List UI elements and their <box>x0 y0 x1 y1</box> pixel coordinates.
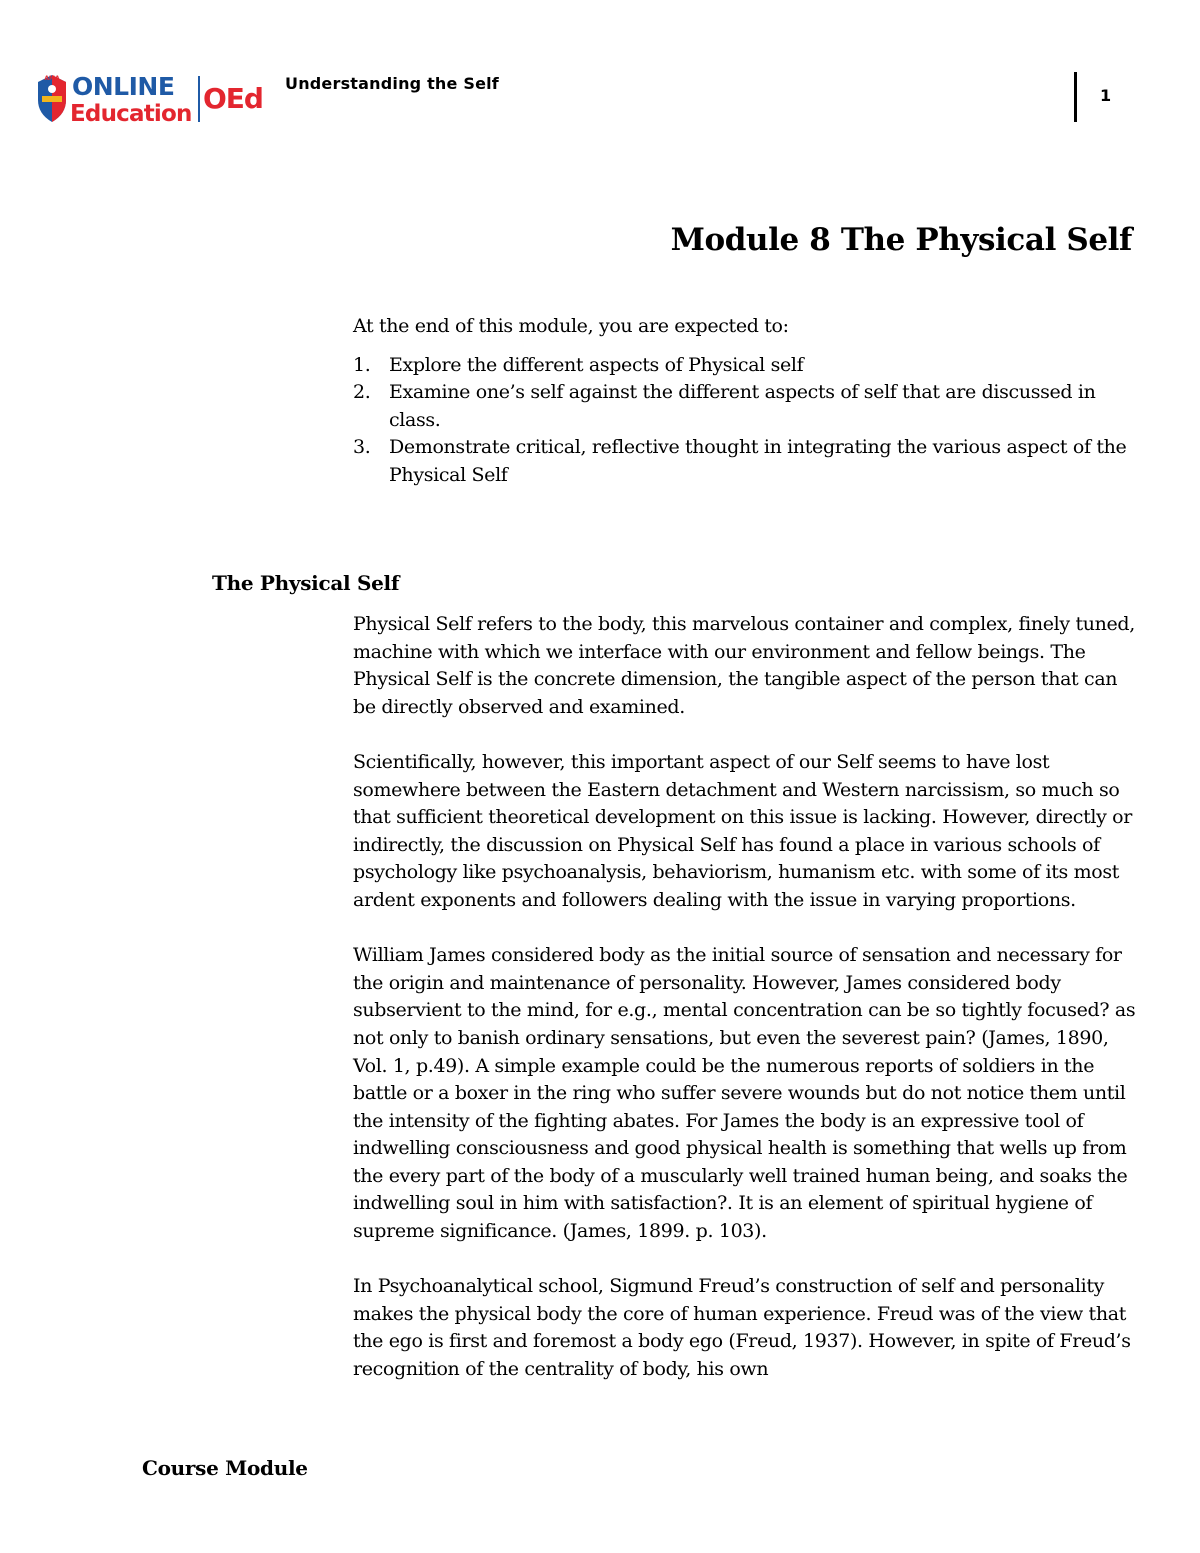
section-content <box>353 611 1143 1411</box>
objective-text: Examine one’s self against the different aspects of self that are discussed in class. <box>389 381 1096 431</box>
objective-item <box>353 352 1143 380</box>
objectives-block <box>353 313 1143 490</box>
logo-text-online: ONLINE <box>72 72 175 101</box>
paragraph: Scientifically, however, this important aspect of our Self seems to have lost somewhere between the Eastern detachment and Western narcissism, so much so that sufficient theoretical development on this issue is lacking. However, directly or indirectly, the discussion on Physical Self has found a place in various schools of psychology like psychoanalysis, behaviorism, humanism etc. with some of its most ardent exponents and followers dealing with the issue in varying proportions. <box>353 750 1133 911</box>
module-title: Module 8 The Physical Self <box>670 222 1132 258</box>
objective-number: 3. <box>353 436 371 459</box>
footer-label: Course Module <box>142 1456 308 1480</box>
objective-item <box>353 434 1143 489</box>
logo-text-education: Education <box>70 101 192 126</box>
page-number: 1 <box>1100 86 1112 105</box>
objectives-intro: At the end of this module, you are expected to: <box>353 315 789 337</box>
objective-text: Demonstrate critical, reflective thought in integrating the various aspect of the Physical Self <box>389 436 1127 486</box>
paragraph: Physical Self refers to the body, this marvelous container and complex, finely tuned, machine with which we interface with our environment and fellow beings. The Physical Self is the concrete dimension, the tangible aspect of the person that can be directly observed and examined. <box>353 613 1135 718</box>
paragraph: William James considered body as the initial source of sensation and necessary for the origin and maintenance of personality. However, James considered body subservient to the mind, for e.g., mental concentration can be so tightly focused? as not only to banish ordinary sensations, but even the severest pain? (James, 1890, Vol. 1, p.49). A simple example could be the numerous reports of soldiers in the battle or a boxer in the ring who suffer severe wounds but do not notice them until the intensity of the fighting abates. For James the body is an expressive tool of indwelling consciousness and good physical health is something that wells up from the every part of the body of a muscularly well trained human being, and soaks the indwelling soul in him with satisfaction?. It is an element of spiritual hygiene of supreme significance. (James, 1899. p. 103). <box>353 944 1136 1243</box>
online-education-logo <box>36 70 276 126</box>
header-divider <box>1074 72 1077 122</box>
section-heading: The Physical Self <box>212 571 400 595</box>
badge-text: AMA <box>44 75 60 82</box>
objective-item <box>353 379 1143 434</box>
objectives-list <box>353 352 1143 490</box>
objective-text: Explore the different aspects of Physical self <box>389 353 804 376</box>
objective-number: 1. <box>353 353 371 376</box>
course-title: Understanding the Self <box>285 74 499 93</box>
objective-number: 2. <box>353 381 371 404</box>
logo-text-oed: OEd <box>203 82 263 115</box>
paragraph: In Psychoanalytical school, Sigmund Freud’s construction of self and personality makes the physical body the core of human experience. Freud was of the view that the ego is first and foremost a body ego (Freud, 1937). However, in spite of Freud’s recognition of the centrality of body, his own <box>353 1275 1131 1381</box>
